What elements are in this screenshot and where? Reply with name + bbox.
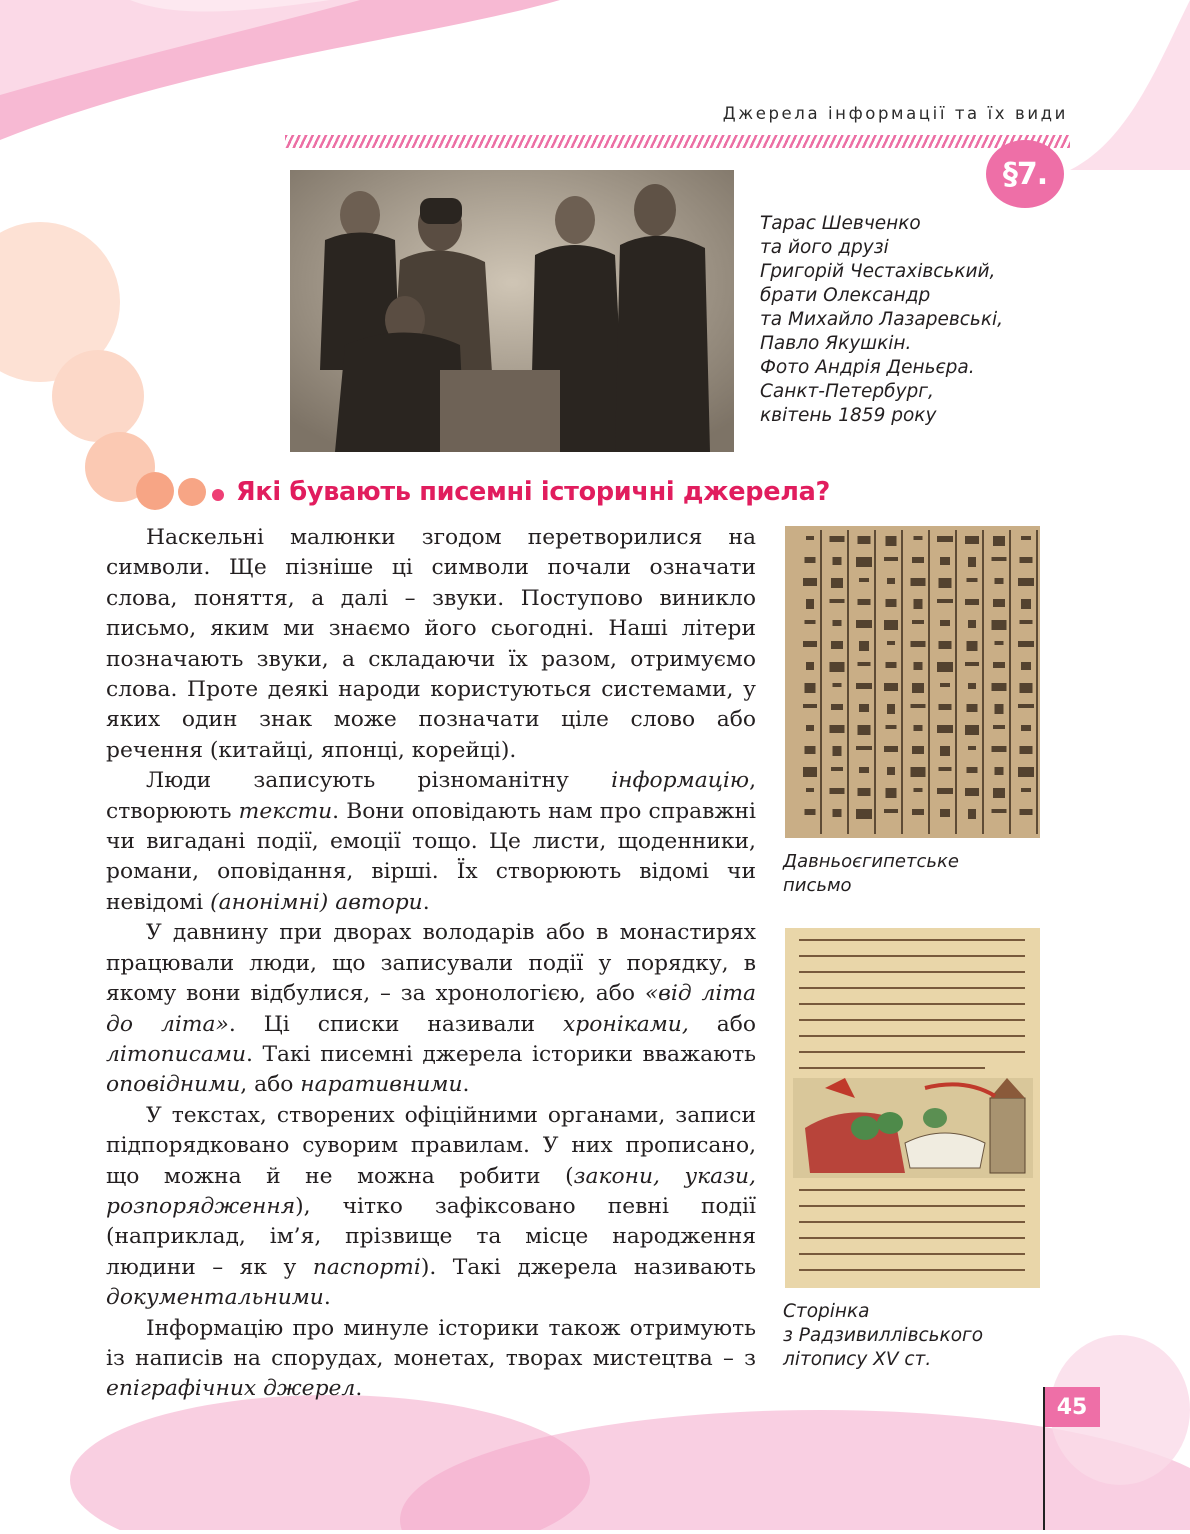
heading-dot-2 (178, 478, 206, 506)
paragraph-5: Інформацію про минуле історики також отримують із написів на спорудах, монетах, творах мистецтва – з епіграфічних джерел. (106, 1315, 756, 1402)
page-number: 45 (1044, 1387, 1100, 1427)
paragraph-4: У текстах, створених офіційними органами, записи підпорядковано суворим правилам. У них прописано, що можна й не можна робити (закони, укази, розпорядження), чітко зафіксовано певні події (наприклад, ім’я, прізвище та місце народження людини – як у паспорті). Такі джерела називають документальними. (106, 1102, 756, 1311)
chronicle-caption-line: з Радзивиллівського (783, 1325, 984, 1346)
paragraph-2: Люди записують різноманітну інформацію, створюють тексти. Вони оповідають нам про справжні чи вигадані події, емоції тощо. Це листи, щоденники, романи, оповідання, вірші. Їх створюють відомі чи невідомі (анонімні) автори. (106, 768, 757, 915)
chronicle-caption (783, 1300, 983, 1372)
egyptian-writing-image (785, 526, 1040, 838)
egypt-caption-line: письмо (783, 875, 852, 896)
top-left-decor (0, 0, 560, 140)
paragraph-1: Наскельні малюнки згодом перетворилися на символи. Ще пізніше ці символи почали означати слова, поняття, а далі – звуки. Поступово виникло письмо, яким ми знаємо його сьогодні. Наші літери позначають звуки, а складаючи їх разом, отримуємо слова. Проте деякі народи користуються системами, у яких один знак може позначати ціле слово або речення (китайці, японці, корейці). (106, 525, 756, 763)
photo-caption-line: Санкт-Петербург, (760, 381, 934, 402)
photo-caption-line: Григорій Честахівський, (760, 261, 996, 282)
heading-dot-3 (212, 489, 224, 501)
chapter-title: Джерела інформації та їх види (722, 104, 1068, 123)
egypt-caption (783, 850, 959, 898)
photo-caption (760, 212, 1003, 428)
egypt-caption-line: Давньоєгипетське (783, 851, 959, 872)
photo-caption-line: брати Олександр (760, 285, 931, 306)
header-stripe (285, 135, 1070, 148)
photo-caption-line: Павло Якушкін. (760, 333, 912, 354)
photo-caption-line: та його друзі (760, 237, 889, 258)
chronicle-page-image (785, 928, 1040, 1288)
heading-dot-1 (136, 472, 174, 510)
photo-caption-line: Фото Андрія Деньєра. (760, 357, 975, 378)
photo-caption-line: Тарас Шевченко (760, 213, 921, 234)
photo-caption-line: та Михайло Лазаревські, (760, 309, 1004, 330)
chronicle-caption-line: Сторінка (783, 1301, 870, 1322)
decor-circle-medium (52, 350, 144, 442)
page-divider-line (1043, 1387, 1045, 1530)
paragraph-badge: §7. (986, 140, 1064, 208)
photo-caption-line: квітень 1859 року (760, 405, 937, 426)
chronicle-caption-line: літопису XV ст. (783, 1349, 932, 1370)
group-photo (290, 170, 734, 452)
paragraph-3: У давнину при дворах володарів або в монастирях працювали люди, що записували події у порядку, в якому вони відбулися, – за хронологією, або «від літа до літа». Ці списки називали хроніками, або літописами. Такі писемні джерела історики вважають оповідними, або наративними. (106, 920, 757, 1098)
section-heading: Які бувають писемні історичні джерела? (236, 477, 830, 507)
body-text (106, 523, 756, 1405)
